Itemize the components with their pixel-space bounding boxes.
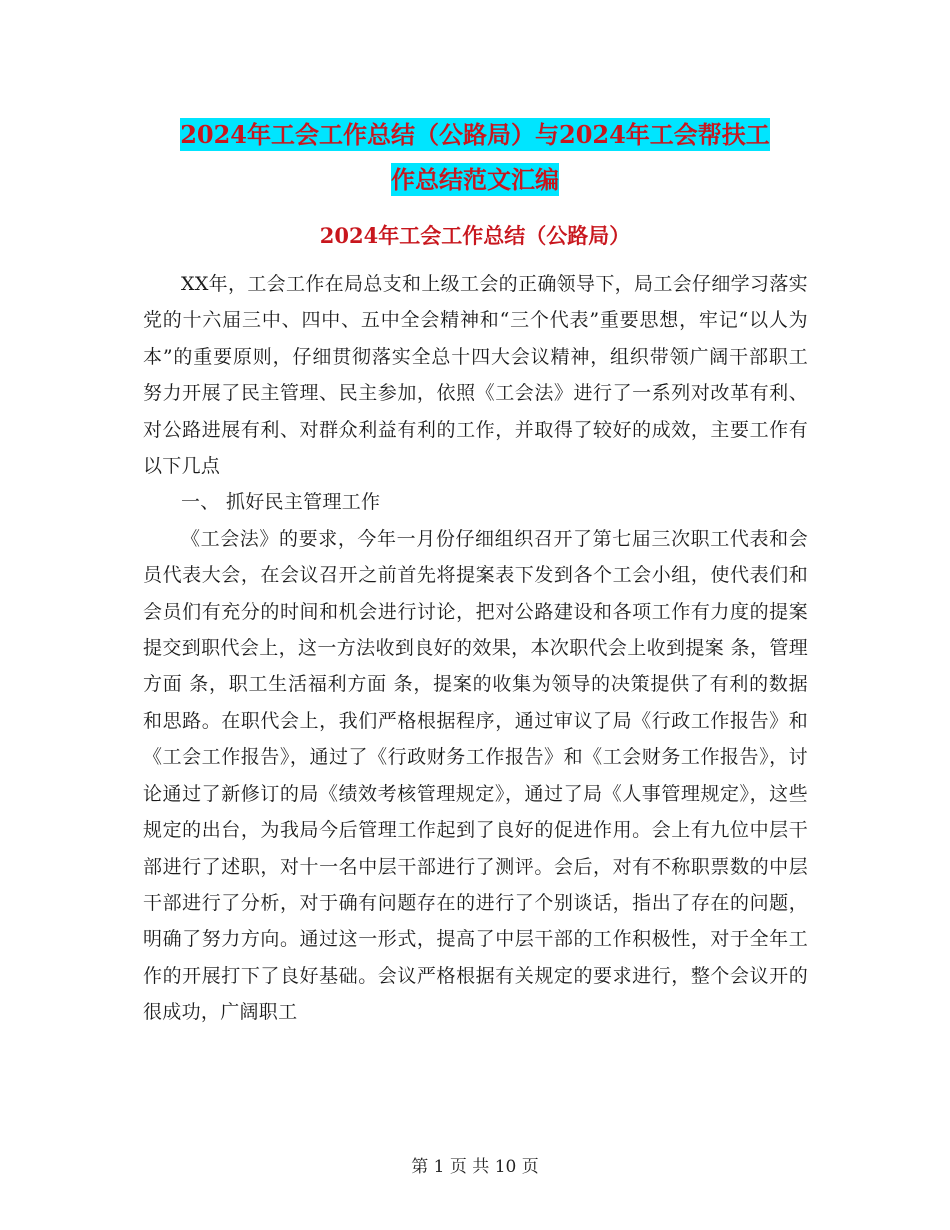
section-title: 2024年工会工作总结（公路局） bbox=[319, 223, 631, 248]
page-footer: 第 1 页 共 10 页 bbox=[411, 1157, 539, 1177]
paragraph-3: 《工会法》的要求，今年一月份仔细组织召开了第七届三次职工代表和会员代表大会，在会议召开之前首先将提案表下发到各个工会小组，使代表们和会员们有充分的时间和机会进行讨论，把对公路建设和各项工作有力度的提案提交到职代会上，这一方法收到良好的效果，本次职代会上收到提案 条，管理方面 条，职工生活福利方面 条，提案的收集为领导的决策提供了有利的数据和思路。在职代会上，我们严格根据程序，通过审议了局《行政工作报告》和《工会工作报告》，通过了《行政财务工作报告》和《工会财务工作报告》，讨论通过了新修订的局《绩效考核管理规定》，通过了局《人事管理规定》，这些规定的出台，为我局今后管理工作起到了良好的促进作用。会上有九位中层干部进行了述职，对十一名中层干部进行了测评。会后，对有不称职票数的中层干部进行了分析，对于确有问题存在的进行了个别谈话，指出了存在的问题，明确了努力方向。通过这一形式，提高了中层干部的工作积极性，对于全年工作的开展打下了良好基础。会议严格根据有关规定的要求进行，整个会议开的很成功，广阔职工 bbox=[143, 527, 808, 1024]
paragraph-2-heading: 一、 抓好民主管理工作 bbox=[181, 491, 381, 514]
document-body bbox=[143, 266, 808, 1031]
document-main-title bbox=[0, 112, 950, 202]
main-title-line-1: 2024年工会工作总结（公路局）与2024年工会帮扶工 bbox=[180, 120, 770, 149]
paragraph-1: XX年，工会工作在局总支和上级工会的正确领导下，局工会仔细学习落实党的十六届三中、四中、五中全会精神和“三个代表”重要思想，牢记“以人为本”的重要原则，仔细贯彻落实全总十四大会议精神，组织带领广阔干部职工努力开展了民主管理、民主参加，依照《工会法》进行了一系列对改革有利、对公路进展有利、对群众利益有利的工作，并取得了较好的成效，主要工作有以下几点 bbox=[143, 273, 808, 478]
main-title-line-2: 作总结范文汇编 bbox=[391, 165, 559, 194]
